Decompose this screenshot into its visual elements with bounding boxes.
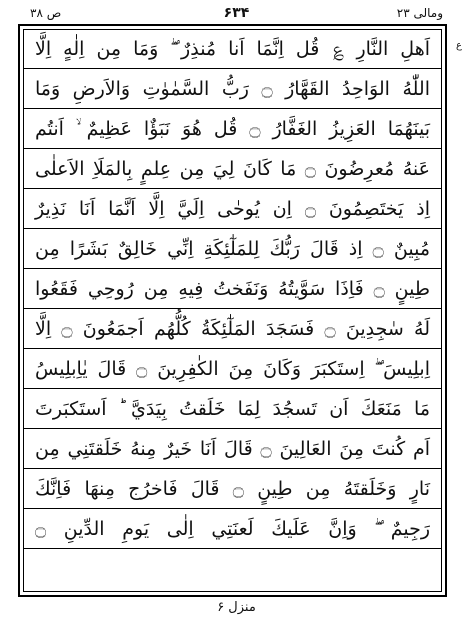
text-line-7: طِينٍ ۝ فَاِذَا سَوَّيتُهُ وَنَفَختُ فِيهِ مِن رُوحِي فَقَعُوا [23,269,442,309]
text-line-14 [23,549,442,589]
text-line-4: عَنهُ مُعرِضُونَ ۝ مَا كَانَ لِيَ مِن عِلمٍ بِالمَلَاِ الاَعلٰى [23,149,442,189]
text-line-6: مُبِينٌ ۝ اِذ قَالَ رَبُّكَ لِلمَلٰٓئِكَةِ اِنِّي خَالِقٌ بَشَرًا مِن [23,229,442,269]
text-line-11: اَم كُنتَ مِنَ العَالِينَ ۝ قَالَ اَنَا خَيرٌ مِنهُ خَلَقتَنِي مِن [23,429,442,469]
text-line-1: اَهلِ النَّارِ ؏ قُل اِنَّمَا اَنا مُنذِرٌ ۖ وَمَا مِن اِلٰهٍ اِلَّا [23,29,442,69]
text-body [23,29,442,592]
page-number: ۶۳۴ [223,5,250,21]
text-line-10: مَا مَنَعَكَ اَن تَسجُدَ لِمَا خَلَقتُ بِيَدَيَّ ؕ اَستَكبَرتَ [23,389,442,429]
manzil-footer: منزل ۶ [217,600,256,615]
text-line-3: بَينَهُمَا العَزِيزُ الغَفَّارُ ۝ قُل هُوَ نَبَؤٌا عَظِيمٌ ۙ اَنتُم [23,109,442,149]
text-line-5: اِذ يَختَصِمُونَ ۝ اِن يُوحٰى اِلَيَّ اِلَّا اَنَّمَا اَنَا نَذِيرٌ [23,189,442,229]
para-name: ومالی ۲۳ [396,6,443,20]
text-line-8: لَهُ سٰجِدِينَ ۝ فَسَجَدَ المَلٰٓئِكَةُ كُلُّهُم اَجمَعُونَ ۝ اِلَّا [23,309,442,349]
text-line-9: اِبلِيسَ ۖ اِستَكبَرَ وَكَانَ مِنَ الكٰفِرِينَ ۝ قَالَ يٰاِبلِيسُ [23,349,442,389]
page-header [30,4,443,26]
text-line-2: اللّٰهُ الوَاحِدُ القَهَّارُ ۝ رَبُّ السَّمٰوٰتِ وَالاَرضِ وَمَا [23,69,442,109]
surah-verse-reference: ص ۳۸ [30,6,62,20]
ruku-marker: ع [456,40,462,51]
text-line-13: رَجِيمٌ ۖ وَاِنَّ عَلَيكَ لَعنَتِي اِلٰى يَومِ الدِّينِ ۝ [23,509,442,549]
text-line-12: نَارٍ وَخَلَقتَهُ مِن طِينٍ ۝ قَالَ فَاخرُج مِنهَا فَاِنَّكَ [23,469,442,509]
